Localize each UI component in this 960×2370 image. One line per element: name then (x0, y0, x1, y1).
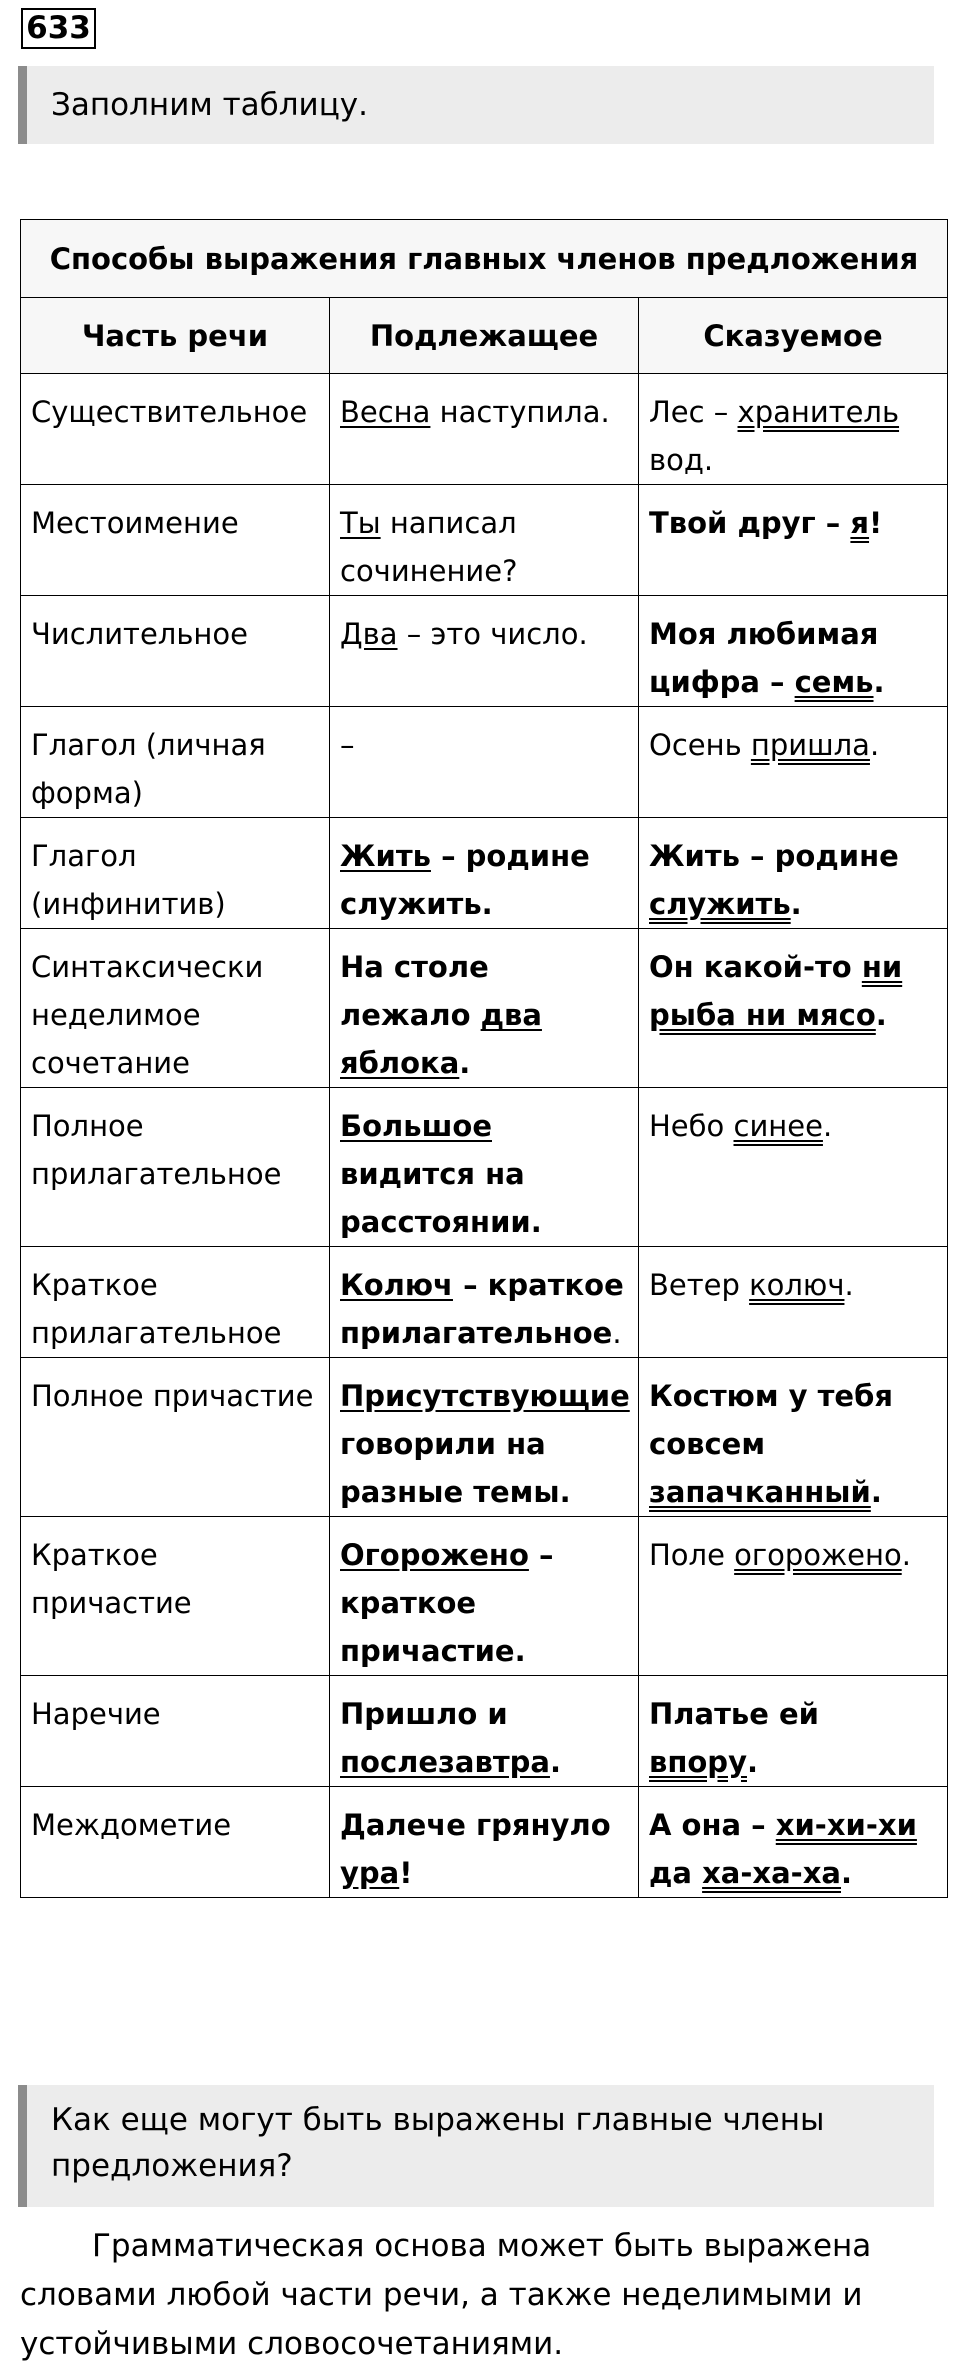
intro-text: Заполним таблицу. (51, 87, 369, 123)
cell-subject-example (330, 707, 639, 818)
cell-subject-example (330, 1247, 639, 1358)
predicate-fragment: огорожено (734, 1538, 902, 1572)
cell-part-of-speech: Междометие (21, 1787, 330, 1898)
cell-subject-example (330, 818, 639, 929)
cell-subject-example (330, 374, 639, 485)
cell-subject-example (330, 1517, 639, 1676)
cell-predicate-example (639, 596, 948, 707)
predicate-fragment: семь (794, 665, 874, 699)
table-row (21, 929, 948, 1088)
predicate-fragment: хранитель (737, 395, 900, 429)
subject-fragment: ура (340, 1856, 400, 1890)
predicate-fragment: . (790, 887, 802, 921)
cell-part-of-speech: Существительное (21, 374, 330, 485)
cell-part-of-speech: Полное причастие (21, 1358, 330, 1517)
cell-predicate-example (639, 1787, 948, 1898)
predicate-fragment: запачканный (649, 1475, 871, 1509)
predicate-fragment: . (901, 1538, 911, 1572)
predicate-fragment: ! (869, 506, 883, 540)
answer-paragraph: Грамматическая основа может быть выражена словами любой части речи, а также неделимыми и устойчивыми словосочетаниями. (20, 2228, 872, 2362)
predicate-fragment: Ветер (649, 1268, 750, 1302)
predicate-fragment: Лес – (649, 395, 738, 429)
cell-part-of-speech: Местоимение (21, 485, 330, 596)
header-subject: Подлежащее (330, 298, 639, 374)
subject-fragment: Колюч (340, 1268, 453, 1302)
subject-fragment: два яблока (340, 998, 542, 1080)
cell-predicate-example (639, 374, 948, 485)
table-row (21, 1247, 948, 1358)
predicate-fragment: я (850, 506, 870, 540)
table-row (21, 374, 948, 485)
subject-fragment: наступила. (430, 395, 610, 429)
cell-part-of-speech: Глагол (инфинитив) (21, 818, 330, 929)
header-part-of-speech: Часть речи (21, 298, 330, 374)
intro-note (18, 66, 934, 144)
predicate-fragment: . (873, 665, 885, 699)
predicate-fragment: пришла (750, 728, 870, 762)
cell-predicate-example (639, 485, 948, 596)
table-row (21, 1358, 948, 1517)
subject-fragment: Огорожено (340, 1538, 529, 1572)
subject-fragment: Присутствующие (340, 1379, 630, 1413)
subject-fragment: – краткое причастие. (340, 1538, 554, 1668)
subject-fragment: Жить (340, 839, 431, 873)
predicate-fragment: впору (649, 1745, 747, 1779)
subject-fragment: Далече грянуло (340, 1808, 611, 1842)
cell-subject-example (330, 1787, 639, 1898)
cell-part-of-speech: Синтаксически неделимое сочетание (21, 929, 330, 1088)
table-body (21, 374, 948, 1898)
predicate-fragment: . (822, 1109, 833, 1143)
cell-predicate-example (639, 1088, 948, 1247)
cell-subject-example (330, 1358, 639, 1517)
predicate-fragment: да (649, 1856, 703, 1890)
cell-part-of-speech: Глагол (личная форма) (21, 707, 330, 818)
predicate-fragment: . (841, 1856, 853, 1890)
predicate-fragment: колюч (749, 1268, 845, 1302)
subject-fragment: Весна (340, 395, 431, 429)
subject-fragment: Два (340, 617, 398, 651)
cell-predicate-example (639, 929, 948, 1088)
cell-part-of-speech: Наречие (21, 1676, 330, 1787)
predicate-fragment: . (870, 1475, 882, 1509)
predicate-fragment: . (869, 728, 880, 762)
header-predicate: Сказуемое (639, 298, 948, 374)
subject-fragment: – краткое прилагательное (340, 1268, 624, 1350)
predicate-fragment: Костюм у тебя совсем (649, 1379, 893, 1461)
predicate-fragment: Моя любимая цифра – (649, 617, 879, 699)
subject-fragment: Пришло и (340, 1697, 508, 1731)
cell-predicate-example (639, 1247, 948, 1358)
subject-fragment: послезавтра (340, 1745, 550, 1779)
table-row (21, 818, 948, 929)
cell-subject-example (330, 485, 639, 596)
predicate-fragment: Он какой-то (649, 950, 862, 984)
subject-fragment: . (549, 1745, 561, 1779)
parts-of-speech-table (20, 219, 948, 1898)
subject-fragment: – родине служить. (340, 839, 590, 921)
table-row (21, 485, 948, 596)
table-row (21, 1088, 948, 1247)
subject-fragment: . (459, 1046, 471, 1080)
cell-subject-example (330, 1088, 639, 1247)
predicate-fragment: хи-хи-хи (775, 1808, 917, 1842)
subject-fragment: – (340, 728, 355, 762)
cell-predicate-example (639, 818, 948, 929)
predicate-fragment: Осень (649, 728, 751, 762)
cell-subject-example (330, 929, 639, 1088)
predicate-fragment: . (746, 1745, 759, 1779)
cell-predicate-example (639, 1517, 948, 1676)
predicate-fragment: Платье ей (649, 1697, 819, 1731)
subject-fragment: Ты (340, 506, 381, 540)
predicate-fragment: ха-ха-ха (702, 1856, 841, 1890)
table-title: Способы выражения главных членов предложения (21, 220, 948, 298)
predicate-fragment: ни рыба ни мясо (649, 950, 903, 1032)
predicate-fragment: служить (649, 887, 791, 921)
table-row (21, 1517, 948, 1676)
question-text: Как еще могут быть выражены главные члены предложения? (51, 2102, 825, 2184)
cell-predicate-example (639, 1676, 948, 1787)
predicate-fragment: вод. (649, 443, 714, 477)
table-row (21, 596, 948, 707)
subject-fragment: – это число. (397, 617, 588, 651)
predicate-fragment: А она – (649, 1808, 776, 1842)
table-row (21, 1787, 948, 1898)
subject-fragment: написал сочинение? (340, 506, 518, 588)
question-note (18, 2085, 934, 2207)
cell-predicate-example (639, 707, 948, 818)
subject-fragment: На столе лежало (340, 950, 489, 1032)
predicate-fragment: Твой друг – (649, 506, 851, 540)
subject-fragment: говорили на разные темы. (340, 1427, 571, 1509)
subject-fragment: видится на расстоянии. (340, 1157, 542, 1239)
predicate-fragment: . (844, 1268, 854, 1302)
subject-fragment: Большое (340, 1109, 492, 1143)
predicate-fragment: синее (733, 1109, 823, 1143)
cell-part-of-speech: Краткое причастие (21, 1517, 330, 1676)
table-row (21, 707, 948, 818)
predicate-fragment: Небо (649, 1109, 734, 1143)
cell-part-of-speech: Полное прилагательное (21, 1088, 330, 1247)
predicate-fragment: . (875, 998, 887, 1032)
cell-predicate-example (639, 1358, 948, 1517)
cell-subject-example (330, 1676, 639, 1787)
cell-subject-example (330, 596, 639, 707)
task-number: 633 (21, 8, 96, 49)
cell-part-of-speech: Числительное (21, 596, 330, 707)
cell-part-of-speech: Краткое прилагательное (21, 1247, 330, 1358)
table-row (21, 1676, 948, 1787)
subject-fragment: . (612, 1316, 622, 1350)
predicate-fragment: Поле (649, 1538, 735, 1572)
predicate-fragment: Жить – родине (649, 839, 899, 873)
subject-fragment: ! (399, 1856, 413, 1890)
